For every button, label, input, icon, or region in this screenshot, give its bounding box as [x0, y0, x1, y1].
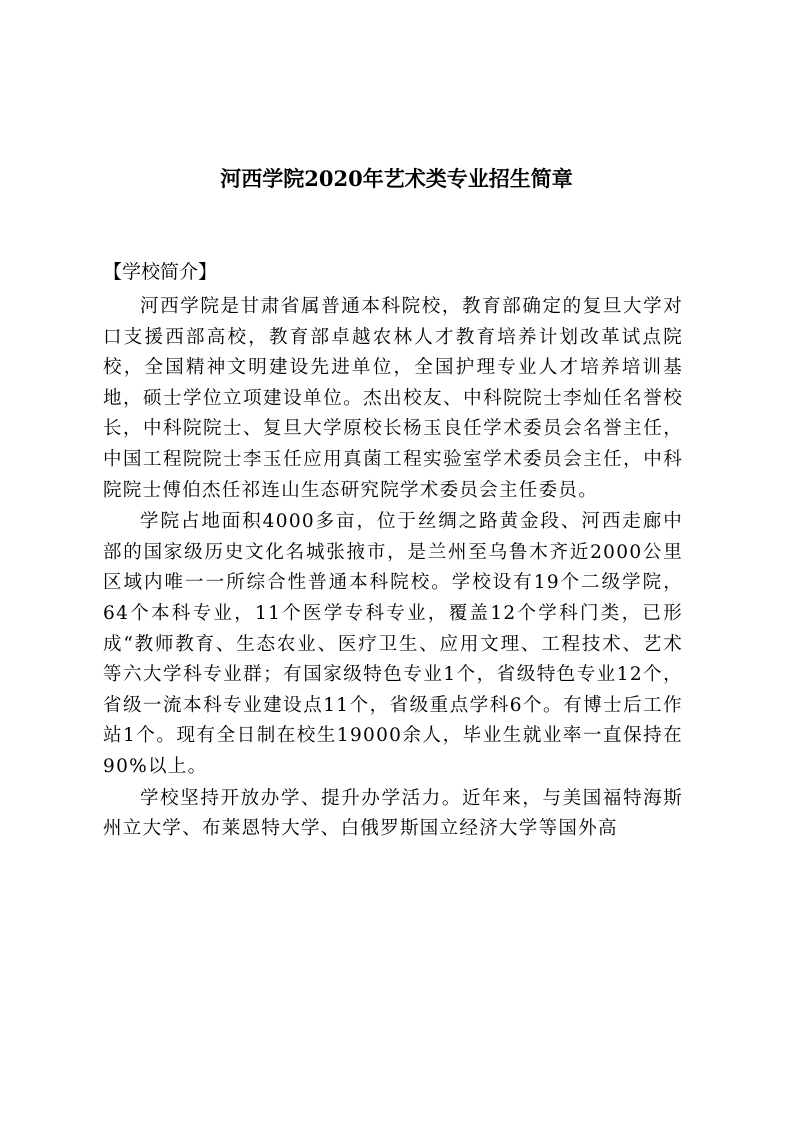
- body-text: [103, 292, 683, 845]
- paragraph-campus-and-disciplines: 学院占地面积4000多亩，位于丝绸之路黄金段、河西走廊中部的国家级历史文化名城张掖市，是兰州至乌鲁木齐近2000公里区域内唯一一所综合性普通本科院校。学校设有19个二级学院，64个本科专业，11个医学专科专业，覆盖12个学科门类，已形成“教师教育、生态农业、医疗卫生、应用文理、工程技术、艺术等六大学科专业群；有国家级特色专业1个，省级特色专业12个，省级一流本科专业建设点11个，省级重点学科6个。有博士后工作站1个。现有全日制在校生19000余人，毕业生就业率一直保持在90%以上。: [103, 511, 683, 777]
- paragraph-open-education: 学校坚持开放办学、提升办学活力。近年来，与美国福特海斯州立大学、布莱恩特大学、白俄罗斯国立经济大学等国外高: [103, 787, 683, 840]
- paragraph-school-overview: 河西学院是甘肃省属普通本科院校，教育部确定的复旦大学对口支援西部高校，教育部卓越农林人才教育培养计划改革试点院校，全国精神文明建设先进单位，全国护理专业人才培养培训基地，硕士学位立项建设单位。杰出校友、中科院院士李灿任名誉校长，中科院院士、复旦大学原校长杨玉良任学术委员会名誉主任，中国工程院院士李玉任应用真菌工程实验室学术委员会主任，中科院院士傅伯杰任祁连山生态研究院学术委员会主任委员。: [103, 296, 683, 501]
- document-title: 河西学院2020年艺术类专业招生简章: [220, 166, 573, 191]
- section-heading-school-intro: 【学校简介】: [103, 261, 218, 283]
